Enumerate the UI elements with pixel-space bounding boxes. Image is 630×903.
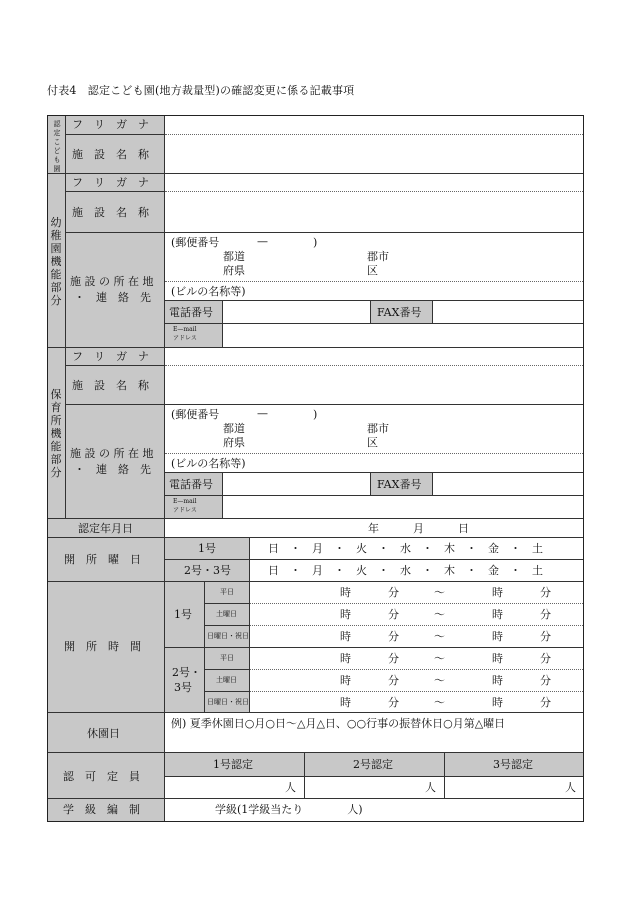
hk-fax-label: FAX番号	[377, 478, 422, 491]
section-kodomo	[48, 116, 66, 174]
hk-email-input[interactable]	[223, 496, 583, 519]
hk-email-label-cell	[165, 496, 223, 519]
yc-email-label-1: E—mail	[173, 326, 197, 333]
hk-furigana-label-cell	[66, 348, 165, 366]
yc-fax-label-cell	[371, 301, 433, 324]
kodomo-furigana-input[interactable]	[165, 116, 583, 135]
youbi-1go-label-cell	[165, 538, 250, 560]
hk-postal-close: )	[313, 408, 318, 421]
ji-label: 時	[340, 674, 351, 687]
teiin-label: 認 可 定 員	[63, 770, 140, 783]
yc-building-label: (ビルの名称等)	[171, 285, 246, 298]
nintei2-unit: 人	[425, 781, 436, 794]
nintei-date-input[interactable]	[165, 519, 583, 538]
yc-email-label-2: アドレス	[173, 335, 197, 342]
fun-label: 分	[388, 586, 399, 599]
kyuenbi-input[interactable]	[165, 713, 583, 753]
ji-label: 時	[340, 630, 351, 643]
yc-address-label-cell	[66, 233, 165, 348]
hk-fax-input[interactable]	[433, 473, 583, 496]
kyuenbi-example: 例) 夏季休園日○月○日～△月△日、○○行事の振替休日○月第△曜日	[171, 717, 506, 730]
section-hoiku	[48, 348, 66, 519]
nintei3-unit: 人	[565, 781, 576, 794]
kyuenbi-label: 休園日	[87, 727, 120, 740]
gakkyu-label-cell	[48, 799, 165, 821]
fun-label: 分	[388, 696, 399, 709]
yc-email-input[interactable]	[223, 324, 583, 348]
yc-name-input[interactable]	[165, 192, 583, 233]
yc-postal-label: (郵便番号	[171, 236, 220, 249]
kara-label: ～	[434, 696, 445, 709]
kara-label: ～	[434, 586, 445, 599]
yc-postal-close: )	[313, 236, 318, 249]
page-title: 付表4 認定こども園(地方裁量型)の確認変更に係る記載事項	[47, 84, 355, 97]
fun-label: 分	[540, 674, 551, 687]
kodomo-name-label-cell	[66, 135, 165, 174]
yc-fax-label: FAX番号	[377, 306, 422, 319]
jikan-23go-label-a: 2号・	[172, 666, 201, 679]
kara-label: ～	[434, 630, 445, 643]
section-kodomo-label: 認 定 こ ど も 園	[53, 120, 61, 173]
yc-tel-input[interactable]	[223, 301, 371, 324]
nintei3-label-cell	[445, 753, 583, 777]
hk-pref-label-2: 府県	[223, 436, 245, 449]
fun-label: 分	[540, 652, 551, 665]
jikan-23go-heijitsu-cell	[205, 648, 250, 670]
nintei1-input[interactable]	[165, 777, 305, 799]
nintei2-input[interactable]	[305, 777, 445, 799]
hk-tel-input[interactable]	[223, 473, 371, 496]
kodomo-furigana-label-cell	[66, 116, 165, 135]
fun-label: 分	[388, 608, 399, 621]
yc-tel-label-cell	[165, 301, 223, 324]
ji-label: 時	[492, 630, 503, 643]
hk-city-label-2: 区	[367, 436, 378, 449]
jikan-1go-doyou-cell	[205, 604, 250, 626]
hk-fax-label-cell	[371, 473, 433, 496]
yc-pref-label-1: 都道	[223, 250, 245, 263]
kyuenbi-label-cell	[48, 713, 165, 753]
jikan-1go-nichi-cell	[205, 626, 250, 648]
kodomo-name-label: 施 設 名 称	[72, 148, 149, 161]
gakkyu-input[interactable]	[165, 799, 583, 821]
fun-label: 分	[540, 696, 551, 709]
kaisho-jikan-label: 開 所 時 間	[64, 640, 141, 653]
kara-label: ～	[434, 674, 445, 687]
yc-furigana-label: フ リ ガ ナ	[72, 176, 149, 189]
yc-email-label-cell	[165, 324, 223, 348]
hk-tel-label-cell	[165, 473, 223, 496]
kara-label: ～	[434, 608, 445, 621]
ji-label: 時	[492, 608, 503, 621]
yc-building-input[interactable]	[165, 282, 583, 301]
jikan-23go-doyou-cell	[205, 670, 250, 692]
yc-address-input[interactable]	[165, 233, 583, 282]
jikan-1go-doyou-input[interactable]	[250, 604, 583, 626]
nintei1-unit: 人	[285, 781, 296, 794]
jikan-1go-label: 1号	[174, 608, 192, 621]
fun-label: 分	[540, 608, 551, 621]
ji-label: 時	[492, 674, 503, 687]
jikan-23go-nichi-label: 日曜日・祝日	[207, 698, 249, 706]
youbi-23go-label-cell	[165, 560, 250, 582]
kaisho-youbi-label: 開 所 曜 日	[64, 553, 141, 566]
youbi-1go-label: 1号	[198, 542, 216, 555]
hk-name-input[interactable]	[165, 366, 583, 405]
ji-label: 時	[492, 652, 503, 665]
nintei1-label-cell	[165, 753, 305, 777]
kodomo-name-input[interactable]	[165, 135, 583, 174]
jikan-1go-heijitsu-input[interactable]	[250, 582, 583, 604]
hk-building-label: (ビルの名称等)	[171, 457, 246, 470]
yc-furigana-label-cell	[66, 174, 165, 192]
yc-fax-input[interactable]	[433, 301, 583, 324]
youbi-23go-weekdays: 日 ・ 月 ・ 火 ・ 水 ・ 木 ・ 金 ・ 土	[268, 564, 543, 577]
hk-postal-label: (郵便番号	[171, 408, 220, 421]
yc-furigana-input[interactable]	[165, 174, 583, 192]
jikan-1go-heijitsu-label: 平日	[220, 588, 234, 596]
nintei2-label-cell	[305, 753, 445, 777]
jikan-1go-doyou-label: 土曜日	[216, 610, 237, 618]
ji-label: 時	[340, 608, 351, 621]
jikan-23go-nichi-input[interactable]	[250, 692, 583, 713]
kara-label: ～	[434, 652, 445, 665]
nintei3-input[interactable]	[445, 777, 583, 799]
hk-furigana-input[interactable]	[165, 348, 583, 366]
youbi-23go-label: 2号・3号	[184, 564, 231, 577]
hk-address-input[interactable]	[165, 405, 583, 454]
hk-tel-label: 電話番号	[169, 478, 213, 491]
hk-name-label-cell	[66, 366, 165, 405]
yc-name-label-cell	[66, 192, 165, 233]
youbi-1go-weekdays: 日 ・ 月 ・ 火 ・ 水 ・ 木 ・ 金 ・ 土	[268, 542, 543, 555]
ji-label: 時	[492, 696, 503, 709]
nintei-day-label: 日	[458, 522, 469, 535]
teiin-label-cell	[48, 753, 165, 799]
fun-label: 分	[540, 586, 551, 599]
yc-name-label: 施 設 名 称	[72, 206, 149, 219]
nintei2-label: 2号認定	[353, 758, 393, 771]
section-hoiku-label: 保 育 所 機 能 部 分	[50, 388, 62, 479]
fun-label: 分	[388, 652, 399, 665]
section-youchien	[48, 174, 66, 348]
hk-name-label: 施 設 名 称	[72, 379, 149, 392]
yc-pref-label-2: 府県	[223, 264, 245, 277]
kodomo-furigana-label: フ リ ガ ナ	[72, 118, 149, 131]
hk-address-label-cell	[66, 405, 165, 519]
jikan-23go-label-b: 3号	[174, 681, 192, 694]
yc-tel-label: 電話番号	[169, 306, 213, 319]
gakkyu-value: 学級(1学級当たり 人)	[215, 803, 363, 816]
hk-email-label-2: アドレス	[173, 507, 197, 514]
fun-label: 分	[540, 630, 551, 643]
hk-postal-dash: —	[257, 407, 268, 420]
ji-label: 時	[340, 586, 351, 599]
section-youchien-label: 幼 稚 園 機 能 部 分	[50, 216, 62, 307]
nintei-month-label: 月	[413, 522, 424, 535]
hk-address-label-1: 施 設 の 所 在 地	[70, 447, 154, 460]
yc-city-label-1: 郡市	[367, 250, 389, 263]
youbi-23go-days[interactable]	[250, 560, 583, 582]
hk-furigana-label: フ リ ガ ナ	[72, 350, 149, 363]
nintei1-label: 1号認定	[213, 758, 253, 771]
jikan-23go-heijitsu-input[interactable]	[250, 648, 583, 670]
jikan-23go-heijitsu-label: 平日	[220, 654, 234, 662]
youbi-1go-days[interactable]	[250, 538, 583, 560]
hk-email-label-1: E—mail	[173, 498, 197, 505]
yc-postal-dash: —	[257, 235, 268, 248]
yc-city-label-2: 区	[367, 264, 378, 277]
hk-building-input[interactable]	[165, 454, 583, 473]
nintei-year-label: 年	[368, 522, 379, 535]
jikan-1go-heijitsu-cell	[205, 582, 250, 604]
fun-label: 分	[388, 630, 399, 643]
ji-label: 時	[492, 586, 503, 599]
yc-address-label-2: ・ 連 絡 先	[74, 291, 151, 304]
nintei3-label: 3号認定	[493, 758, 533, 771]
jikan-1go-nichi-input[interactable]	[250, 626, 583, 648]
hk-city-label-1: 郡市	[367, 422, 389, 435]
jikan-23go-doyou-label: 土曜日	[216, 676, 237, 684]
nintei-date-label-cell	[48, 519, 165, 538]
hk-address-label-2: ・ 連 絡 先	[74, 463, 151, 476]
jikan-1go-label-cell	[165, 582, 205, 648]
jikan-23go-nichi-cell	[205, 692, 250, 713]
fun-label: 分	[388, 674, 399, 687]
kaisho-jikan-label-cell	[48, 582, 165, 713]
gakkyu-label: 学 級 編 制	[63, 803, 140, 816]
jikan-23go-label-cell	[165, 648, 205, 713]
ji-label: 時	[340, 652, 351, 665]
jikan-1go-nichi-label: 日曜日・祝日	[207, 632, 249, 640]
form-table	[47, 115, 584, 822]
yc-address-label-1: 施 設 の 所 在 地	[70, 275, 154, 288]
jikan-23go-doyou-input[interactable]	[250, 670, 583, 692]
nintei-date-label: 認定年月日	[78, 522, 133, 535]
kaisho-youbi-label-cell	[48, 538, 165, 582]
hk-pref-label-1: 都道	[223, 422, 245, 435]
ji-label: 時	[340, 696, 351, 709]
